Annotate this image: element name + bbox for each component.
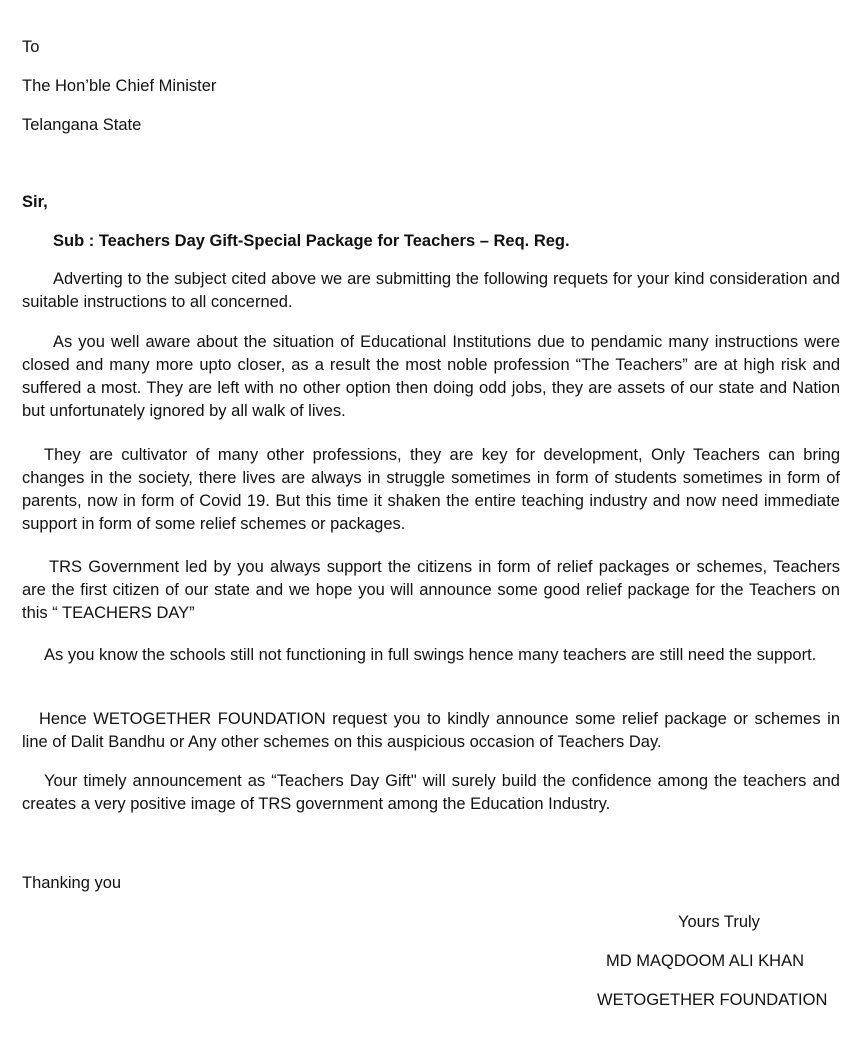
- paragraph-4: TRS Government led by you always support the citizens in form of relief packages or schemes, Teachers are the first citizen of our state and we hope you will announce some good relief package for the Teachers on this “ TEACHERS DAY”: [22, 558, 840, 622]
- address-recipient: The Hon’ble Chief Minister: [22, 77, 217, 95]
- subject-line: Sub : Teachers Day Gift-Special Package for Teachers – Req. Reg.: [53, 232, 570, 250]
- paragraph-5: As you know the schools still not functioning in full swings hence many teachers are still need the support.: [44, 646, 817, 664]
- paragraph-3: They are cultivator of many other professions, they are key for development, Only Teachers can bring changes in the society, there lives are always in struggle sometimes in form of students sometimes in form of parents, now in form of Covid 19. But this time it shaken the entire teaching industry and now need immediate support in form of some relief schemes or packages.: [22, 446, 840, 533]
- closing: Thanking you: [22, 874, 122, 892]
- address-state: Telangana State: [22, 116, 142, 134]
- paragraph-7: Your timely announcement as “Teachers Day Gift" will surely build the confidence among the teachers and creates a very positive image of TRS government among the Education Industry.: [22, 772, 840, 813]
- salutation: Sir,: [22, 193, 48, 211]
- signatory-organization: WETOGETHER FOUNDATION: [597, 991, 828, 1009]
- signatory-name: MD MAQDOOM ALI KHAN: [606, 952, 805, 970]
- paragraph-1: Adverting to the subject cited above we are submitting the following requets for your kind consideration and suitable instructions to all concerned.: [22, 270, 840, 311]
- valediction: Yours Truly: [678, 913, 760, 931]
- paragraph-2: As you well aware about the situation of Educational Institutions due to pendamic many instructions were closed and many more upto closer, as a result the most noble profession “The Teachers” are at high risk and suffered a most. They are left with no other option then doing odd jobs, they are assets of our state and Nation but unfortunately ignored by all walk of lives.: [22, 333, 840, 420]
- paragraph-6: Hence WETOGETHER FOUNDATION request you to kindly announce some relief package or schemes in line of Dalit Bandhu or Any other schemes on this auspicious occasion of Teachers Day.: [22, 710, 840, 751]
- address-to: To: [22, 38, 40, 56]
